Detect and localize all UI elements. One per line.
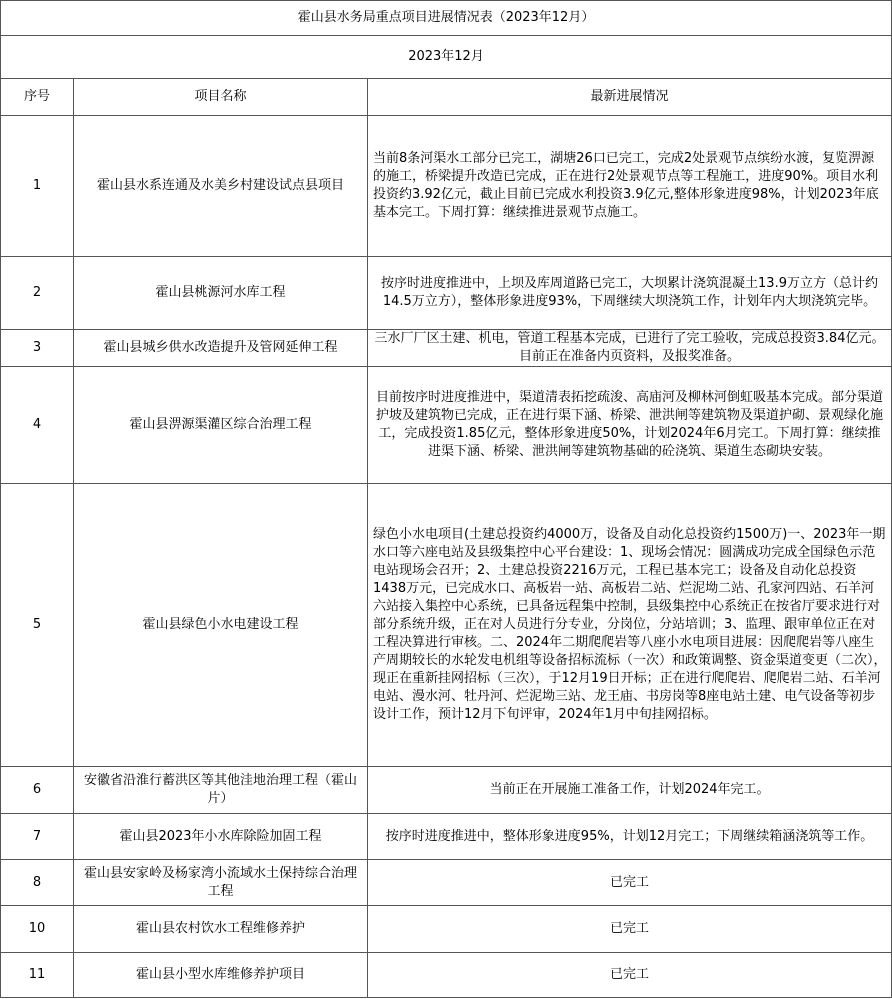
project-name: 霍山县绿色小水电建设工程: [74, 484, 368, 767]
project-progress: 目前按序时进度推进中，渠道清表拓挖疏浚、高庙河及柳林河倒虹吸基本完成。部分渠道护坡及建筑物已完成，正在进行渠下涵、桥梁、泄洪闸等建筑物及渠道护砌、景观绿化施工，完成投资1.85亿元，整体形象进度50%，计划2024年6月完工。下周打算：继续推进渠下涵、桥梁、泄洪闸等建筑物基础的砼浇筑、渠道生态砌块安装。: [368, 367, 892, 484]
project-name: 霍山县城乡供水改造提升及管网延伸工程: [74, 330, 368, 367]
project-progress: 已完工: [368, 860, 892, 906]
project-progress: 当前8条河渠水工部分已完工，湖塘26口已完工，完成2处景观节点缤纷水渡，复览淠源的施工，桥梁提升改造已完成，正在进行2处景观节点等工程施工，进度90%。项目水利投资约3.92亿元，截止目前已完成水利投资3.9亿元,整体形象进度98%，计划2023年底基本完工。下周打算：继续推进景观节点施工。: [368, 116, 892, 257]
project-progress: 绿色小水电项目(土建总投资约4000万，设备及自动化总投资约1500万)一、2023年一期水口等六座电站及县级集控中心平台建设：1、现场会情况：圆满成功完成全国绿色示范电站现场会召开；2、土建总投资2216万元，工程已基本完工；设备及自动化总投资1438万元，已完成水口、高板岩一站、高板岩二站、烂泥坳二站、孔家河四站、石羊河六站接入集控中心系统，已具备远程集中控制，县级集控中心系统正在按省厅要求进行对部分系统升级，正在对人员进行分专业，分岗位，分站培训；3、监理、跟审单位正在对工程决算进行审核。二、2024年二期爬爬岩等八座小水电项目进展：因爬爬岩等八座生产周期较长的水轮发电机组等设备招标流标（一次）和政策调整、资金渠道变更（二次），现正在重新挂网招标（三次），于12月19日开标；正在进行爬爬岩、爬爬岩二站、石羊河电站、漫水河、牡丹河、烂泥坳三站、龙王庙、书房岗等8座电站土建、电气设备等初步设计工作，预计12月下旬评审，2024年1月中旬挂网招标。: [368, 484, 892, 767]
table-row: [1, 953, 892, 998]
project-name: 霍山县小型水库维修养护项目: [74, 953, 368, 998]
table-row: [1, 484, 892, 767]
project-name: 霍山县水系连通及水美乡村建设试点县项目: [74, 116, 368, 257]
project-progress: 三水厂厂区土建、机电，管道工程基本完成，已进行了完工验收，完成总投资3.84亿元。目前正在准备内页资料，及报奖准备。: [368, 330, 892, 367]
project-name: 霍山县农村饮水工程维修养护: [74, 906, 368, 953]
row-index: 6: [1, 767, 74, 814]
title-row: [1, 1, 892, 36]
table-row: [1, 116, 892, 257]
project-progress: 已完工: [368, 906, 892, 953]
row-index: 1: [1, 116, 74, 257]
header-index: 序号: [1, 79, 74, 116]
project-progress: 按序时进度推进中，整体形象进度95%，计划12月完工；下周继续箱涵浇筑等工作。: [368, 814, 892, 860]
table-row: [1, 367, 892, 484]
project-name: 霍山县安家岭及杨家湾小流域水土保持综合治理工程: [74, 860, 368, 906]
row-index: 3: [1, 330, 74, 367]
table-row: [1, 767, 892, 814]
row-index: 4: [1, 367, 74, 484]
month-row: [1, 36, 892, 79]
table-row: [1, 860, 892, 906]
header-row: [1, 79, 892, 116]
report-month: 2023年12月: [1, 36, 892, 79]
row-index: 7: [1, 814, 74, 860]
project-name: 霍山县2023年小水库除险加固工程: [74, 814, 368, 860]
row-index: 10: [1, 906, 74, 953]
project-progress: 已完工: [368, 953, 892, 998]
header-name: 项目名称: [74, 79, 368, 116]
table-row: [1, 814, 892, 860]
project-name: 安徽省沿淮行蓄洪区等其他洼地治理工程（霍山片）: [74, 767, 368, 814]
row-index: 5: [1, 484, 74, 767]
project-progress: 按序时进度推进中，上坝及库周道路已完工，大坝累计浇筑混凝土13.9万立方（总计约14.5万立方），整体形象进度93%，下周继续大坝浇筑工作，计划年内大坝浇筑完毕。: [368, 257, 892, 330]
header-progress: 最新进展情况: [368, 79, 892, 116]
table-title: 霍山县水务局重点项目进展情况表（2023年12月）: [1, 1, 892, 36]
row-index: 2: [1, 257, 74, 330]
row-index: 8: [1, 860, 74, 906]
project-name: 霍山县淠源渠灌区综合治理工程: [74, 367, 368, 484]
row-index: 11: [1, 953, 74, 998]
project-name: 霍山县桃源河水库工程: [74, 257, 368, 330]
table-row: [1, 330, 892, 367]
project-progress: 当前正在开展施工准备工作，计划2024年完工。: [368, 767, 892, 814]
table-row: [1, 257, 892, 330]
table-row: [1, 906, 892, 953]
